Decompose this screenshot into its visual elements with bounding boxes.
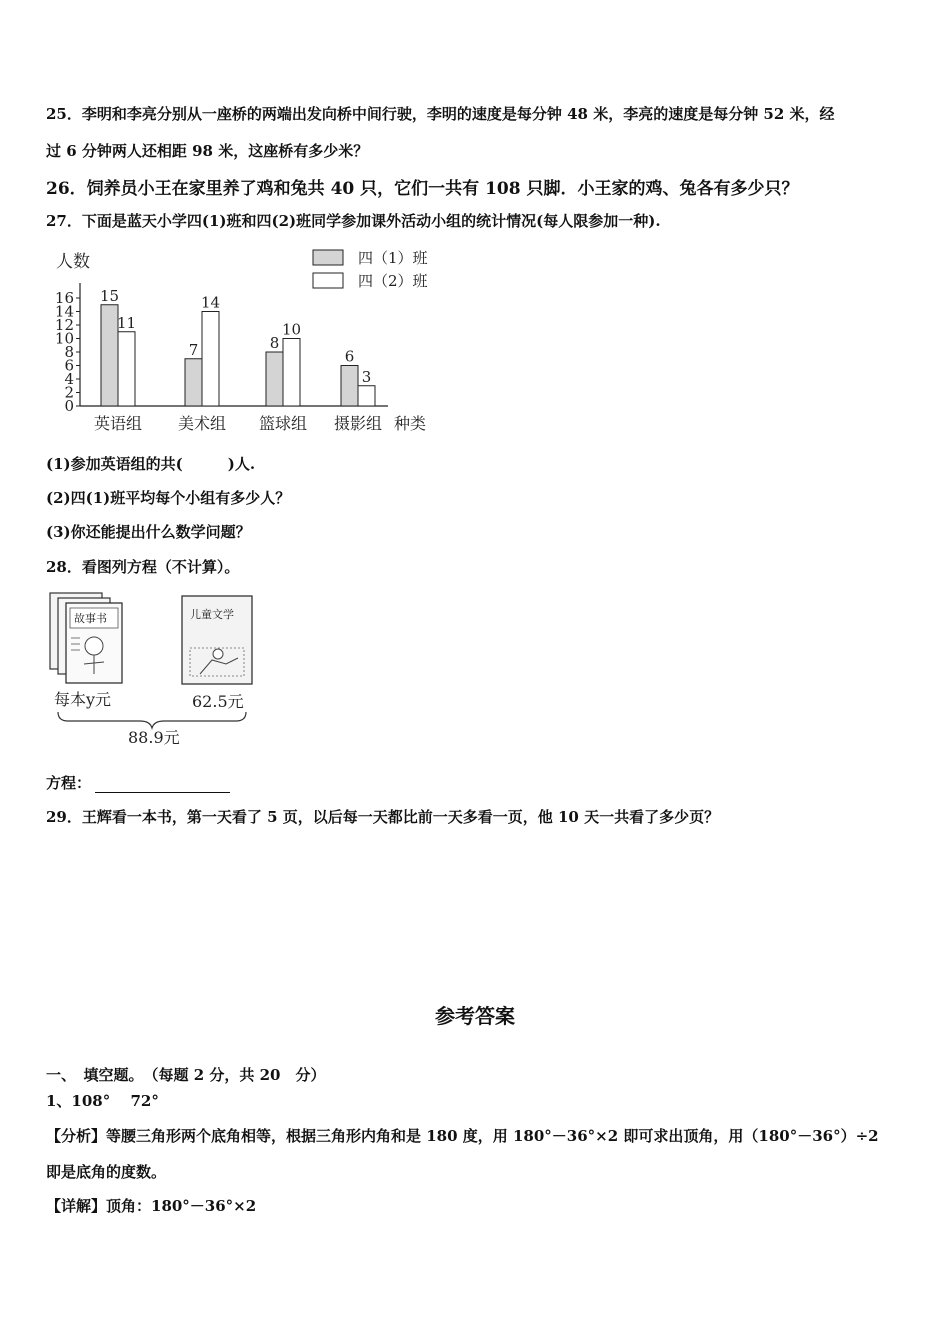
book1-title: 故事书: [74, 612, 107, 625]
y-tick-label: 14: [54, 302, 74, 321]
legend-label-2: 四（2）班: [358, 272, 428, 290]
equation-line: [46, 772, 230, 793]
category-label: 摄影组: [333, 414, 383, 433]
bar: [118, 332, 135, 406]
brace: [58, 712, 246, 728]
label-book2-price: 62.5元: [192, 692, 244, 711]
legend-swatch-1: [313, 250, 343, 265]
category-labels: [94, 414, 382, 433]
legend-swatch-2: [313, 273, 343, 288]
q27-sub-2: (2)四(1)班平均每个小组有多少人？: [46, 489, 291, 507]
detail-line: 【详解】顶角：180°－36°×2: [46, 1197, 257, 1215]
bar: [358, 386, 375, 406]
q28-text: 28．看图列方程（不计算）。: [46, 558, 240, 576]
childrens-literature-book: [182, 596, 252, 684]
y-tick-label: 0: [64, 397, 74, 415]
x-axis-label: 种类: [394, 414, 427, 433]
equation-label: 方程：: [46, 774, 92, 792]
y-ticks: [55, 289, 80, 415]
q27-sub-3: (3)你还能提出什么数学问题？: [46, 523, 251, 541]
y-tick-label: 4: [64, 370, 74, 388]
label-each-price: 每本y元: [54, 690, 112, 709]
bar-value-label: 3: [361, 367, 372, 386]
q29-text: 29．王辉看一本书，第一天看了 5 页，以后每一天都比前一天多看一页，他 10 天一共看了多少页？: [46, 808, 720, 826]
bar-chart: [40, 243, 460, 438]
bar: [266, 352, 283, 406]
bar: [185, 359, 202, 406]
y-axis-label: 人数: [56, 252, 90, 272]
bar: [101, 305, 118, 406]
bar-value-label: 7: [188, 340, 199, 359]
bar-value-label: 14: [200, 293, 221, 312]
bar-value-label: 6: [344, 347, 355, 366]
answer-1: 1、108° 72°: [46, 1092, 159, 1110]
q27-text: 27．下面是蓝天小学四(1)班和四(2)班同学参加课外活动小组的统计情况(每人限参加一种).: [46, 212, 661, 230]
bar: [283, 339, 300, 407]
y-tick-label: 10: [54, 329, 74, 348]
y-tick-label: 16: [54, 289, 74, 307]
bar: [202, 312, 219, 407]
y-tick-label: 12: [54, 316, 74, 334]
storybook-stack: [50, 593, 122, 683]
bar: [341, 366, 358, 407]
bar-value-label: 11: [116, 313, 137, 332]
category-label: 篮球组: [258, 414, 308, 433]
y-tick-label: 6: [64, 356, 74, 375]
book2-title: 儿童文学: [190, 608, 234, 621]
books-illustration: [40, 588, 280, 753]
equation-blank[interactable]: [95, 778, 230, 793]
analysis-line-1: 【分析】等腰三角形两个底角相等，根据三角形内角和是 180 度，用 180°－36°×2 即可求出顶角，用（180°－36°）÷2: [46, 1127, 879, 1145]
category-label: 美术组: [177, 414, 227, 433]
y-tick-label: 8: [64, 343, 74, 361]
bars: [100, 287, 375, 406]
answers-title: 参考答案: [435, 1004, 515, 1028]
q27-sub-1: (1)参加英语组的共( )人.: [46, 455, 256, 473]
category-label: 英语组: [93, 414, 143, 433]
bar-value-label: 10: [281, 320, 302, 339]
answers-section: 一、 填空题。 （每题 2 分，共 20 分）: [46, 1066, 326, 1084]
label-total-price: 88.9元: [128, 728, 180, 747]
q26-text: 26．饲养员小王在家里养了鸡和兔共 40 只，它们一共有 108 只脚．小王家的鸡、兔各有多少只？: [46, 179, 799, 199]
legend: [313, 249, 428, 290]
y-tick-label: 2: [64, 383, 74, 402]
legend-label-1: 四（1）班: [358, 249, 428, 267]
bar-value-label: 15: [99, 286, 120, 305]
bar-value-label: 8: [269, 334, 280, 352]
q25-line-2: 过 6 分钟两人还相距 98 米，这座桥有多少米？: [46, 142, 369, 160]
analysis-line-2: 即是底角的度数。: [46, 1163, 167, 1181]
q25-line-1: 25．李明和李亮分别从一座桥的两端出发向桥中间行驶，李明的速度是每分钟 48 米，李亮的速度是每分钟 52 米，经: [46, 105, 835, 123]
